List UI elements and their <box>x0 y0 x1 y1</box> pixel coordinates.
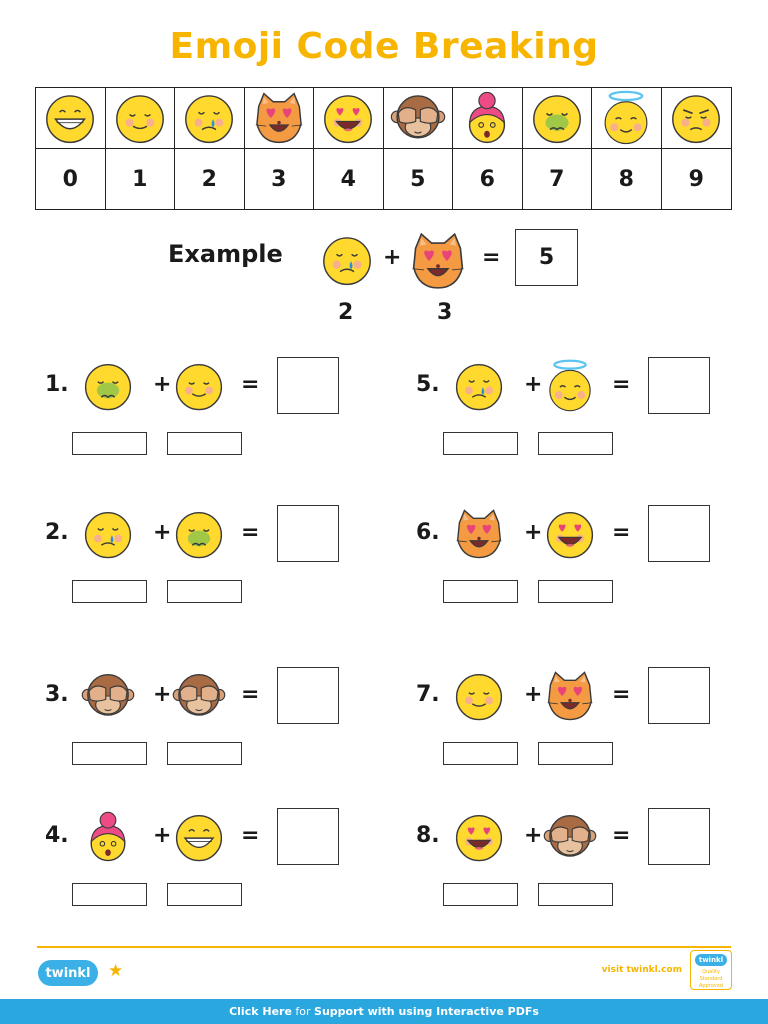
question-emoji-1 <box>80 358 136 414</box>
answer-box[interactable] <box>277 505 339 562</box>
plus-sign: + <box>153 372 172 397</box>
example-answer-box: 5 <box>515 229 578 286</box>
question-number: 1. <box>45 372 69 397</box>
number-box-2[interactable] <box>167 580 242 603</box>
badge-text: Quality Standard Approved <box>699 969 723 989</box>
plus-sign: + <box>524 372 543 397</box>
question-emoji-2 <box>542 809 598 865</box>
equals-sign: = <box>612 520 631 545</box>
grin-icon <box>36 88 106 149</box>
number-box-2[interactable] <box>167 432 242 455</box>
key-number <box>314 149 384 210</box>
question-emoji-1 <box>451 358 507 414</box>
plus-sign: + <box>153 520 172 545</box>
key-number <box>453 149 523 210</box>
answer-box[interactable] <box>648 808 710 865</box>
question-emoji-1 <box>80 809 136 865</box>
quality-badge <box>690 950 732 990</box>
plus-sign: + <box>524 682 543 707</box>
answer-box[interactable] <box>648 505 710 562</box>
key-number-label: 8 <box>618 167 634 192</box>
question-emoji-2 <box>171 506 227 562</box>
example-emoji-2 <box>406 229 470 293</box>
question-number: 3. <box>45 682 69 707</box>
monkey-icon <box>384 88 454 149</box>
support-click-here[interactable]: Click Here <box>229 1005 292 1018</box>
question-emoji-1 <box>80 668 136 724</box>
equals-sign: = <box>612 682 631 707</box>
number-box-1[interactable] <box>443 580 518 603</box>
angry-icon <box>662 88 732 149</box>
footer-divider <box>37 946 731 948</box>
number-box-2[interactable] <box>538 432 613 455</box>
key-number <box>384 149 454 210</box>
key-number-label: 5 <box>410 167 426 192</box>
number-box-2[interactable] <box>538 742 613 765</box>
key-number-label: 3 <box>271 167 287 192</box>
question-emoji-1 <box>80 506 136 562</box>
number-box-1[interactable] <box>72 580 147 603</box>
plus-sign: + <box>524 520 543 545</box>
number-box-1[interactable] <box>443 742 518 765</box>
key-number-label: 6 <box>479 167 495 192</box>
answer-box[interactable] <box>277 667 339 724</box>
example-number-2: 3 <box>437 300 453 325</box>
twinkl-logo: twinkl <box>38 960 98 986</box>
equals-sign: = <box>241 823 260 848</box>
equals-sign: = <box>241 682 260 707</box>
example-label: Example <box>168 240 283 268</box>
key-number <box>662 149 732 210</box>
number-box-2[interactable] <box>167 883 242 906</box>
question-number: 2. <box>45 520 69 545</box>
question-number: 7. <box>416 682 440 707</box>
content-icon <box>106 88 176 149</box>
plus-sign: + <box>524 823 543 848</box>
support-for: for <box>291 1005 315 1018</box>
answer-box[interactable] <box>648 667 710 724</box>
page-title: Emoji Code Breaking <box>169 26 599 67</box>
example-number-1: 2 <box>338 300 354 325</box>
question-emoji-2 <box>171 668 227 724</box>
number-box-2[interactable] <box>167 742 242 765</box>
question-emoji-2 <box>542 506 598 562</box>
key-number-label: 9 <box>688 167 704 192</box>
question-emoji-2 <box>542 358 598 414</box>
number-box-1[interactable] <box>72 883 147 906</box>
equals-sign: = <box>241 372 260 397</box>
key-number-label: 7 <box>549 167 565 192</box>
key-number-label: 4 <box>340 167 356 192</box>
badge-logo: twinkl <box>695 954 727 966</box>
key-number <box>175 149 245 210</box>
number-box-2[interactable] <box>538 580 613 603</box>
question-emoji-1 <box>451 809 507 865</box>
sad-icon <box>175 88 245 149</box>
heart-eyes-icon <box>314 88 384 149</box>
question-number: 5. <box>416 372 440 397</box>
key-number <box>245 149 315 210</box>
number-box-1[interactable] <box>443 432 518 455</box>
number-box-1[interactable] <box>72 742 147 765</box>
answer-box[interactable] <box>277 808 339 865</box>
key-number-label: 2 <box>201 167 217 192</box>
plus-sign: + <box>383 245 402 270</box>
question-emoji-1 <box>451 506 507 562</box>
answer-box[interactable] <box>648 357 710 414</box>
key-number-label: 0 <box>62 167 78 192</box>
key-number <box>36 149 106 210</box>
cat-heart-icon <box>245 88 315 149</box>
question-number: 8. <box>416 823 440 848</box>
number-box-1[interactable] <box>443 883 518 906</box>
plus-sign: + <box>153 823 172 848</box>
plus-sign: + <box>153 682 172 707</box>
question-emoji-1 <box>451 668 507 724</box>
code-key-table <box>35 87 732 210</box>
number-box-2[interactable] <box>538 883 613 906</box>
support-link[interactable]: Support with using Interactive PDFs <box>314 1005 539 1018</box>
key-number <box>523 149 593 210</box>
equals-sign: = <box>612 372 631 397</box>
sick-icon <box>523 88 593 149</box>
example-emoji-1 <box>318 231 376 289</box>
key-number-label: 1 <box>132 167 148 192</box>
question-emoji-2 <box>542 668 598 724</box>
equals-sign: = <box>482 245 501 270</box>
hair-icon <box>453 88 523 149</box>
question-emoji-2 <box>171 809 227 865</box>
key-number <box>106 149 176 210</box>
answer-box[interactable] <box>277 357 339 414</box>
equals-sign: = <box>241 520 260 545</box>
equals-sign: = <box>612 823 631 848</box>
question-emoji-2 <box>171 358 227 414</box>
angel-icon <box>592 88 662 149</box>
visit-link[interactable]: visit twinkl.com <box>601 965 682 975</box>
question-number: 4. <box>45 823 69 848</box>
question-number: 6. <box>416 520 440 545</box>
star-icon: ★ <box>108 961 124 981</box>
number-box-1[interactable] <box>72 432 147 455</box>
support-bar[interactable] <box>0 999 768 1024</box>
key-number <box>592 149 662 210</box>
